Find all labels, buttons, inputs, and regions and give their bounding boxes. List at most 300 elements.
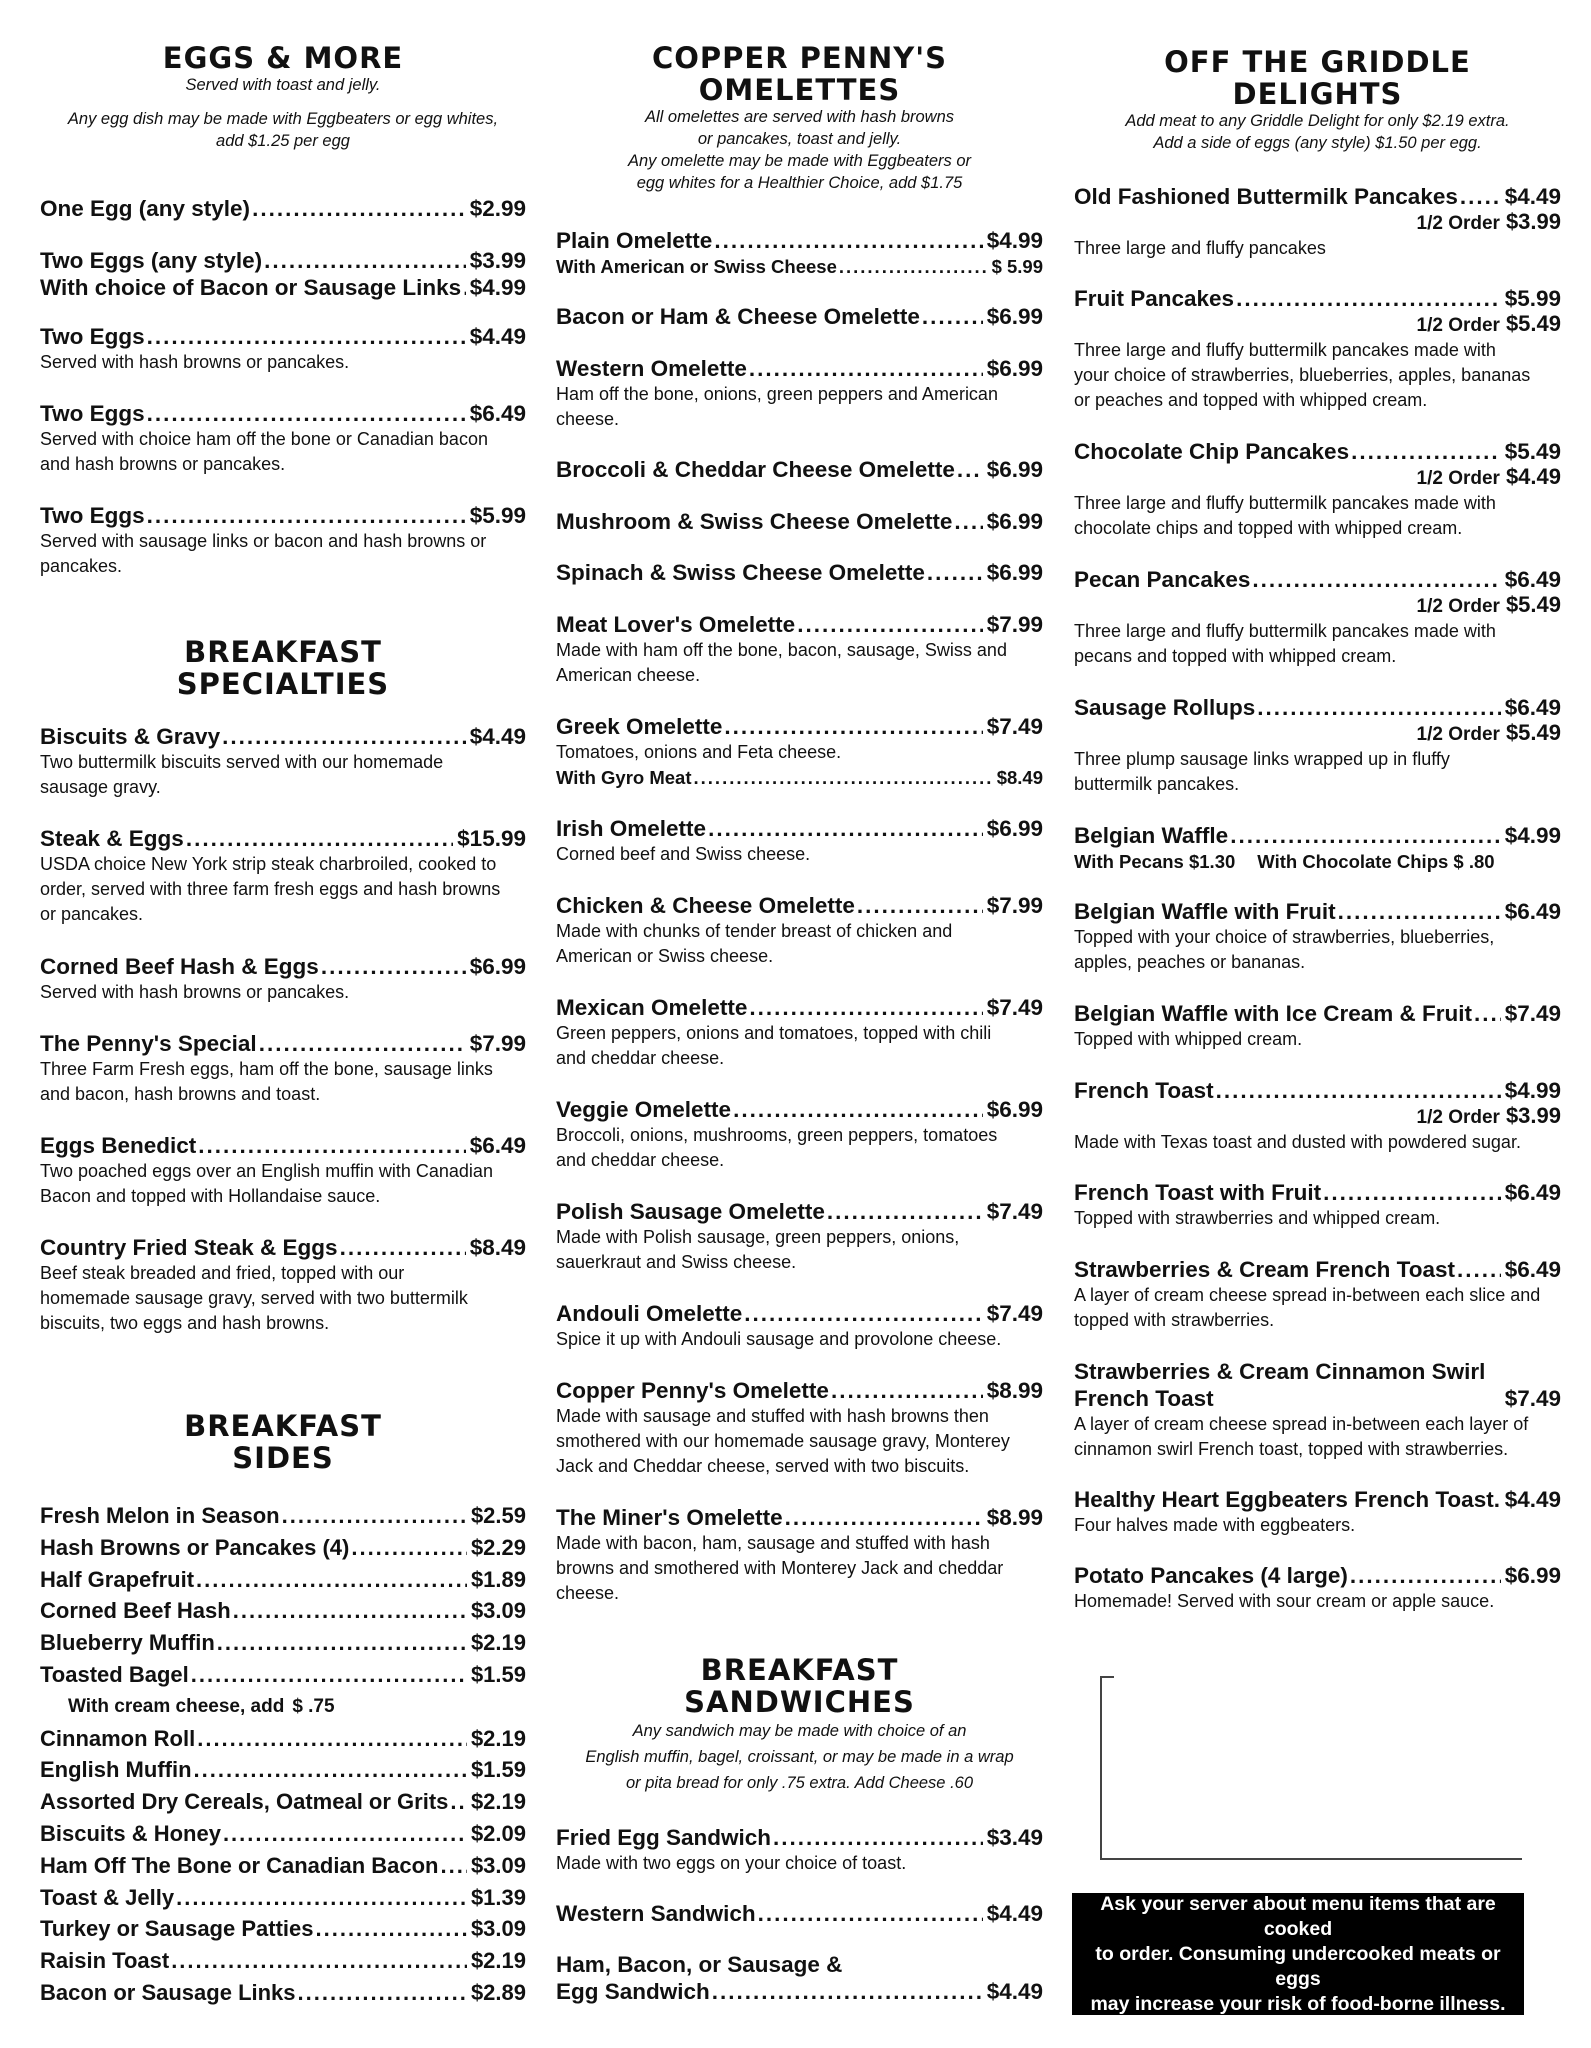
menu-item xyxy=(40,1132,526,1209)
item-name: One Egg (any style) xyxy=(40,196,251,221)
item-description: Tomatoes, onions and Feta cheese. xyxy=(556,742,842,762)
item-description: Ham off the bone, onions, green peppers and American xyxy=(556,384,998,404)
item-description: cheese. xyxy=(556,409,620,429)
food-safety-notice xyxy=(1072,1893,1524,2015)
list-item xyxy=(40,1818,526,1850)
menu-item xyxy=(40,247,526,301)
item-price: $6.99 xyxy=(1504,1563,1561,1588)
item-name: Half Grapefruit xyxy=(40,1566,195,1592)
menu-item xyxy=(1074,1486,1561,1538)
section-breakfast-sandwiches xyxy=(556,1654,1043,1796)
item-price: $6.49 xyxy=(469,1133,526,1158)
menu-item xyxy=(556,1198,1043,1275)
menu-item xyxy=(1074,694,1561,797)
item-description: and bacon, hash browns and toast. xyxy=(40,1084,321,1104)
item-name: English Muffin xyxy=(40,1757,192,1783)
item-price: $2.19 xyxy=(470,1630,526,1656)
item-description: Spice it up with Andouli sausage and provolone cheese. xyxy=(556,1329,1002,1349)
item-description: sauerkraut and Swiss cheese. xyxy=(556,1252,797,1272)
item-name: Assorted Dry Cereals, Oatmeal or Grits xyxy=(40,1789,449,1815)
menu-item xyxy=(556,1824,1043,1876)
item-price: $2.19 xyxy=(470,1725,526,1751)
list-item xyxy=(40,1882,526,1914)
item-description: Made with ham off the bone, bacon, sausage, Swiss and xyxy=(556,640,1007,660)
menu-item xyxy=(556,892,1043,969)
item-price: $4.49 xyxy=(469,324,526,349)
item-name: Spinach & Swiss Cheese Omelette xyxy=(556,560,925,585)
section-subtitle: Add a side of eggs (any style) $1.50 per egg. xyxy=(1153,134,1482,152)
item-description: and hash browns or pancakes. xyxy=(40,454,286,474)
item-name: Old Fashioned Buttermilk Pancakes xyxy=(1074,184,1458,209)
item-name: Turkey or Sausage Patties xyxy=(40,1916,314,1942)
item-price: $ .75 xyxy=(292,1695,335,1717)
item-option-price: $8.49 xyxy=(996,767,1043,788)
item-description: Three Farm Fresh eggs, ham off the bone, sausage links xyxy=(40,1059,493,1079)
item-name: Plain Omelette xyxy=(556,228,713,253)
item-name: Belgian Waffle with Fruit xyxy=(1074,899,1336,924)
item-description: Made with bacon, ham, sausage and stuffed with hash xyxy=(556,1533,990,1553)
item-description: or pancakes. xyxy=(40,904,144,924)
menu-item xyxy=(556,227,1043,279)
section-title: OMELETTES xyxy=(698,73,901,107)
menu-item xyxy=(556,1951,1043,2005)
item-description: your choice of strawberries, blueberries, apples, bananas xyxy=(1074,365,1531,385)
menu-item xyxy=(1074,822,1561,874)
section-subtitle: English muffin, bagel, croissant, or may be made in a wrap xyxy=(585,1748,1014,1766)
item-price: $4.49 xyxy=(986,1979,1043,2004)
item-description: Three large and fluffy pancakes xyxy=(1074,238,1326,258)
item-name: Mushroom & Swiss Cheese Omelette xyxy=(556,509,953,534)
blank-note-area xyxy=(1100,1676,1522,1860)
item-description: topped with strawberries. xyxy=(1074,1310,1275,1330)
item-name: Strawberries & Cream French Toast xyxy=(1074,1257,1455,1282)
item-description: Two poached eggs over an English muffin with Canadian xyxy=(40,1161,493,1181)
half-order-label: 1/2 Order xyxy=(1416,596,1500,617)
item-option: With Pecans $1.30 xyxy=(1074,851,1236,872)
item-name: French Toast xyxy=(1074,1386,1214,1411)
item-description: Green peppers, onions and tomatoes, topped with chili xyxy=(556,1023,992,1043)
item-price: $4.49 xyxy=(1504,1487,1561,1512)
list-item xyxy=(40,1977,526,2009)
item-description: buttermilk pancakes. xyxy=(1074,774,1240,794)
item-price: $1.39 xyxy=(470,1884,526,1910)
list-item xyxy=(40,1691,526,1723)
list-item xyxy=(40,1913,526,1945)
item-option-price: $ 5.99 xyxy=(991,256,1043,277)
section-title: BREAKFAST xyxy=(700,1653,899,1687)
item-name: With cream cheese, add xyxy=(68,1695,285,1717)
menu-item xyxy=(40,953,526,1005)
menu-item xyxy=(40,195,526,222)
item-name: Pecan Pancakes xyxy=(1074,567,1251,592)
menu-item xyxy=(1074,898,1561,975)
menu-item xyxy=(1074,566,1561,669)
item-description: browns and smothered with Monterey Jack and cheddar xyxy=(556,1558,1004,1578)
menu-item xyxy=(556,456,1043,483)
item-description: Served with choice ham off the bone or Canadian bacon xyxy=(40,429,488,449)
item-name: Blueberry Muffin xyxy=(40,1630,215,1656)
section-title: BREAKFAST xyxy=(184,1409,382,1443)
item-name: Fried Egg Sandwich xyxy=(556,1825,772,1850)
half-order-label: 1/2 Order xyxy=(1416,315,1500,336)
item-price: $7.99 xyxy=(986,612,1043,637)
menu-item xyxy=(40,1030,526,1107)
item-name: Ham, Bacon, or Sausage & xyxy=(556,1952,843,1977)
item-price: $6.99 xyxy=(986,457,1043,482)
menu-item xyxy=(556,559,1043,586)
item-name: Potato Pancakes (4 large) xyxy=(1074,1563,1348,1588)
item-price: $2.09 xyxy=(470,1820,526,1846)
section-note: add $1.25 per egg xyxy=(216,132,350,150)
item-name: Two Eggs xyxy=(40,401,145,426)
item-name: Country Fried Steak & Eggs xyxy=(40,1235,338,1260)
half-order xyxy=(1074,721,1561,747)
item-price: $3.49 xyxy=(986,1825,1043,1850)
menu-item xyxy=(1074,183,1561,261)
item-description: Made with sausage and stuffed with hash browns then xyxy=(556,1406,989,1426)
menu-item xyxy=(40,400,526,477)
menu-item xyxy=(556,508,1043,535)
item-price: $4.99 xyxy=(1504,1078,1561,1103)
item-description: cheese. xyxy=(556,1583,620,1603)
item-price: $3.99 xyxy=(469,248,526,273)
menu-item xyxy=(556,303,1043,330)
item-price: $5.99 xyxy=(1504,286,1561,311)
section-subtitle: Served with toast and jelly. xyxy=(185,76,381,94)
item-name: Egg Sandwich xyxy=(556,1979,710,2004)
item-description: American or Swiss cheese. xyxy=(556,946,774,966)
section-breakfast-sides xyxy=(40,1410,526,1474)
menu-item xyxy=(556,1096,1043,1173)
menu-item xyxy=(556,1504,1043,1606)
item-description: smothered with our homemade sausage gravy, Monterey xyxy=(556,1431,1010,1451)
item-price: $6.49 xyxy=(1504,1257,1561,1282)
section-subtitle: Any sandwich may be made with choice of an xyxy=(632,1722,967,1740)
item-description: Served with hash browns or pancakes. xyxy=(40,352,350,372)
item-name: Western Sandwich xyxy=(556,1901,756,1926)
item-name: Healthy Heart Eggbeaters French Toast. xyxy=(1074,1487,1500,1512)
item-option: With American or Swiss Cheese xyxy=(556,256,837,277)
item-name: Chicken & Cheese Omelette xyxy=(556,893,855,918)
item-price: $4.49 xyxy=(986,1901,1043,1926)
menu-item xyxy=(556,611,1043,688)
item-name: Veggie Omelette xyxy=(556,1097,732,1122)
section-title: SIDES xyxy=(232,1441,334,1475)
item-price: $7.99 xyxy=(986,893,1043,918)
item-description: Three large and fluffy buttermilk pancakes made with xyxy=(1074,493,1496,513)
half-order xyxy=(1074,593,1561,619)
item-description: Broccoli, onions, mushrooms, green peppers, tomatoes xyxy=(556,1125,998,1145)
item-description: Three large and fluffy buttermilk pancakes made with xyxy=(1074,340,1496,360)
item-description: cinnamon swirl French toast, topped with strawberries. xyxy=(1074,1439,1509,1459)
item-description: A layer of cream cheese spread in-between each slice and xyxy=(1074,1285,1541,1305)
item-description: Bacon and topped with Hollandaise sauce. xyxy=(40,1186,381,1206)
item-price: $4.99 xyxy=(1504,823,1561,848)
item-name: Copper Penny's Omelette xyxy=(556,1378,829,1403)
menu-item xyxy=(1074,1077,1561,1155)
item-name: Broccoli & Cheddar Cheese Omelette xyxy=(556,457,955,482)
item-price: $2.99 xyxy=(469,196,526,221)
section-title: SPECIALTIES xyxy=(176,667,390,701)
item-description: biscuits, two eggs and hash browns. xyxy=(40,1313,330,1333)
item-price: $6.99 xyxy=(986,509,1043,534)
item-name: Bacon or Ham & Cheese Omelette xyxy=(556,304,920,329)
item-name: Two Eggs xyxy=(40,324,145,349)
item-description: Three plump sausage links wrapped up in fluffy xyxy=(1074,749,1450,769)
menu-item xyxy=(556,1377,1043,1479)
item-description: and cheddar cheese. xyxy=(556,1150,725,1170)
section-eggs-and-more xyxy=(40,42,526,152)
item-description: Made with two eggs on your choice of toast. xyxy=(556,1853,907,1873)
item-description: and cheddar cheese. xyxy=(556,1048,725,1068)
item-name: Western Omelette xyxy=(556,356,747,381)
list-item xyxy=(40,1500,526,1532)
menu-item xyxy=(556,713,1043,790)
list-item xyxy=(40,1564,526,1596)
section-subtitle: or pita bread for only .75 extra. Add Cheese .60 xyxy=(625,1774,973,1792)
item-name: The Penny's Special xyxy=(40,1031,257,1056)
item-price: $6.49 xyxy=(1504,695,1561,720)
item-price: $8.99 xyxy=(986,1505,1043,1530)
item-name: Hash Browns or Pancakes (4) xyxy=(40,1534,350,1560)
section-title: COPPER PENNY'S xyxy=(651,41,948,75)
item-price: $4.49 xyxy=(469,724,526,749)
item-price: $3.09 xyxy=(470,1916,526,1942)
item-name: Meat Lover's Omelette xyxy=(556,612,796,637)
list-item xyxy=(40,1723,526,1755)
item-price: $6.49 xyxy=(1504,899,1561,924)
item-name: Sausage Rollups xyxy=(1074,695,1256,720)
section-title: EGGS & MORE xyxy=(162,41,404,75)
item-name: Biscuits & Honey xyxy=(40,1820,221,1846)
item-description: Topped with strawberries and whipped cream. xyxy=(1074,1208,1441,1228)
item-name: Fresh Melon in Season xyxy=(40,1503,280,1528)
list-item xyxy=(40,1595,526,1627)
item-price: $6.49 xyxy=(469,401,526,426)
section-title: DELIGHTS xyxy=(1232,77,1403,111)
half-order-label: 1/2 Order xyxy=(1416,724,1500,745)
item-name: Toasted Bagel xyxy=(40,1661,189,1687)
section-subtitle: or pancakes, toast and jelly. xyxy=(697,130,902,148)
item-price: $15.99 xyxy=(457,826,526,851)
menu-item xyxy=(40,502,526,579)
item-description: American cheese. xyxy=(556,665,701,685)
list-item xyxy=(40,1945,526,1977)
half-order-price: $3.99 xyxy=(1505,209,1561,234)
item-price: $1.89 xyxy=(470,1566,526,1592)
section-subtitle: Any omelette may be made with Eggbeaters or xyxy=(627,152,971,170)
half-order-price: $4.49 xyxy=(1505,464,1561,489)
half-order-label: 1/2 Order xyxy=(1416,468,1500,489)
notice-line: may increase your risk of food-borne illness. xyxy=(1090,1992,1506,2015)
item-description: chocolate chips and topped with whipped cream. xyxy=(1074,518,1463,538)
item-price: $2.29 xyxy=(470,1534,526,1560)
item-name: Two Eggs xyxy=(40,503,145,528)
item-name: With choice of Bacon or Sausage Links xyxy=(40,275,462,300)
half-order xyxy=(1074,312,1561,338)
item-price: $1.59 xyxy=(470,1661,526,1687)
item-description: Made with Texas toast and dusted with powdered sugar. xyxy=(1074,1132,1521,1152)
item-price: $6.99 xyxy=(986,356,1043,381)
item-description: Served with sausage links or bacon and hash browns or xyxy=(40,531,487,551)
item-name: Fruit Pancakes xyxy=(1074,286,1235,311)
item-description: Served with hash browns or pancakes. xyxy=(40,982,350,1002)
section-griddle-delights xyxy=(1074,46,1561,154)
item-option: With Chocolate Chips $ .80 xyxy=(1257,851,1495,872)
half-order-label: 1/2 Order xyxy=(1416,213,1500,234)
section-omelettes xyxy=(556,42,1043,194)
item-price: $2.89 xyxy=(470,1979,526,2005)
half-order xyxy=(1074,210,1561,236)
notice-line: to order. Consuming undercooked meats or eggs xyxy=(1095,1942,1501,1990)
list-item xyxy=(40,1850,526,1882)
item-description: Corned beef and Swiss cheese. xyxy=(556,844,811,864)
item-price: $3.09 xyxy=(470,1598,526,1624)
menu-item xyxy=(556,1300,1043,1352)
menu-item xyxy=(1074,1000,1561,1052)
menu-item xyxy=(1074,1256,1561,1333)
item-description: A layer of cream cheese spread in-between each layer of xyxy=(1074,1414,1529,1434)
menu-item xyxy=(1074,1179,1561,1231)
menu-item xyxy=(556,355,1043,432)
item-price: $2.19 xyxy=(470,1789,526,1815)
item-description: order, served with three farm fresh eggs and hash browns xyxy=(40,879,501,899)
item-description: Made with Polish sausage, green peppers, onions, xyxy=(556,1227,960,1247)
item-price: $7.49 xyxy=(986,714,1043,739)
sides-list xyxy=(40,1500,526,2009)
item-price: $4.49 xyxy=(1504,184,1561,209)
item-name: Raisin Toast xyxy=(40,1948,170,1974)
item-price: $6.49 xyxy=(1504,1180,1561,1205)
item-description: Jack and Cheddar cheese, served with two biscuits. xyxy=(556,1456,970,1476)
item-name: Polish Sausage Omelette xyxy=(556,1199,825,1224)
section-breakfast-specialties xyxy=(40,636,526,700)
item-price: $6.49 xyxy=(1504,567,1561,592)
menu-item xyxy=(556,815,1043,867)
section-subtitle: Add meat to any Griddle Delight for only $2.19 extra. xyxy=(1125,112,1510,130)
item-price: $1.59 xyxy=(470,1757,526,1783)
item-name: Cinnamon Roll xyxy=(40,1725,196,1751)
menu-item xyxy=(1074,1358,1561,1462)
item-name: Chocolate Chip Pancakes xyxy=(1074,439,1350,464)
item-description: sausage gravy. xyxy=(40,777,161,797)
item-name: Eggs Benedict xyxy=(40,1133,197,1158)
item-description: Beef steak breaded and fried, topped with our xyxy=(40,1263,405,1283)
item-price: $5.49 xyxy=(1504,439,1561,464)
list-item xyxy=(40,1627,526,1659)
item-description: pancakes. xyxy=(40,556,123,576)
half-order xyxy=(1074,1104,1561,1130)
item-price: $7.49 xyxy=(1504,1386,1561,1411)
item-price: $7.49 xyxy=(986,995,1043,1020)
item-name: French Toast with Fruit xyxy=(1074,1180,1322,1205)
item-price: $7.49 xyxy=(986,1301,1043,1326)
notice-line: Ask your server about menu items that are cooked xyxy=(1100,1892,1496,1940)
item-description: Four halves made with eggbeaters. xyxy=(1074,1515,1356,1535)
section-title: BREAKFAST xyxy=(184,635,382,669)
menu-item xyxy=(556,1900,1043,1927)
item-name: Bacon or Sausage Links xyxy=(40,1979,296,2005)
item-description: Topped with whipped cream. xyxy=(1074,1029,1303,1049)
item-price: $6.99 xyxy=(469,954,526,979)
item-price: $4.99 xyxy=(986,228,1043,253)
menu-item xyxy=(1074,1562,1561,1614)
item-price: $6.99 xyxy=(986,1097,1043,1122)
half-order-price: $5.49 xyxy=(1505,311,1561,336)
item-price: $6.99 xyxy=(986,304,1043,329)
half-order-price: $3.99 xyxy=(1505,1103,1561,1128)
item-name: Andouli Omelette xyxy=(556,1301,743,1326)
item-name: Two Eggs (any style) xyxy=(40,248,263,273)
section-note: Any egg dish may be made with Eggbeaters or egg whites, xyxy=(67,110,499,128)
item-description: Homemade! Served with sour cream or apple sauce. xyxy=(1074,1591,1495,1611)
item-description: homemade sausage gravy, served with two buttermilk xyxy=(40,1288,468,1308)
item-name: Ham Off The Bone or Canadian Bacon xyxy=(40,1852,439,1878)
section-title: SANDWICHES xyxy=(684,1685,915,1719)
item-price: $2.19 xyxy=(470,1948,526,1974)
item-name: Greek Omelette xyxy=(556,714,723,739)
half-order-price: $5.49 xyxy=(1505,720,1561,745)
menu-item xyxy=(1074,438,1561,541)
item-price: $3.09 xyxy=(470,1852,526,1878)
item-name: Belgian Waffle xyxy=(1074,823,1229,848)
menu-item xyxy=(1074,285,1561,413)
item-name: Corned Beef Hash xyxy=(40,1598,231,1624)
item-name: Toast & Jelly xyxy=(40,1884,175,1910)
item-name: The Miner's Omelette xyxy=(556,1505,783,1530)
item-description: Made with chunks of tender breast of chicken and xyxy=(556,921,953,941)
item-price: $5.99 xyxy=(469,503,526,528)
item-price: $8.99 xyxy=(986,1378,1043,1403)
section-subtitle: All omelettes are served with hash browns xyxy=(644,108,955,126)
item-description: pecans and topped with whipped cream. xyxy=(1074,646,1397,666)
menu-item xyxy=(40,1234,526,1336)
menu-item xyxy=(556,994,1043,1071)
menu-item xyxy=(40,323,526,375)
section-subtitle: egg whites for a Healthier Choice, add $1.75 xyxy=(636,174,963,192)
menu-item xyxy=(40,825,526,927)
item-name: Steak & Eggs xyxy=(40,826,184,851)
item-price: $4.99 xyxy=(469,275,526,300)
item-description: Three large and fluffy buttermilk pancakes made with xyxy=(1074,621,1496,641)
item-description: Two buttermilk biscuits served with our homemade xyxy=(40,752,444,772)
item-price: $8.49 xyxy=(469,1235,526,1260)
item-name: French Toast xyxy=(1074,1078,1214,1103)
item-price: $6.99 xyxy=(986,560,1043,585)
item-description: USDA choice New York strip steak charbroiled, cooked to xyxy=(40,854,497,874)
item-price: $7.49 xyxy=(1504,1001,1561,1026)
item-price: $7.49 xyxy=(986,1199,1043,1224)
half-order-label: 1/2 Order xyxy=(1416,1107,1500,1128)
item-description: Topped with your choice of strawberries, blueberries, xyxy=(1074,927,1495,947)
list-item xyxy=(40,1659,526,1691)
item-name: Mexican Omelette xyxy=(556,995,748,1020)
item-name: Strawberries & Cream Cinnamon Swirl xyxy=(1074,1359,1486,1384)
list-item xyxy=(40,1754,526,1786)
list-item xyxy=(40,1532,526,1564)
item-name: Belgian Waffle with Ice Cream & Fruit xyxy=(1074,1001,1472,1026)
item-price: $7.99 xyxy=(469,1031,526,1056)
half-order xyxy=(1074,465,1561,491)
half-order-price: $5.49 xyxy=(1505,592,1561,617)
item-name: Corned Beef Hash & Eggs xyxy=(40,954,319,979)
section-title: OFF THE GRIDDLE xyxy=(1164,45,1471,79)
list-item xyxy=(40,1786,526,1818)
item-name: Biscuits & Gravy xyxy=(40,724,221,749)
item-description: or peaches and topped with whipped cream. xyxy=(1074,390,1428,410)
item-price: $6.99 xyxy=(986,816,1043,841)
item-price: $2.59 xyxy=(470,1503,526,1528)
